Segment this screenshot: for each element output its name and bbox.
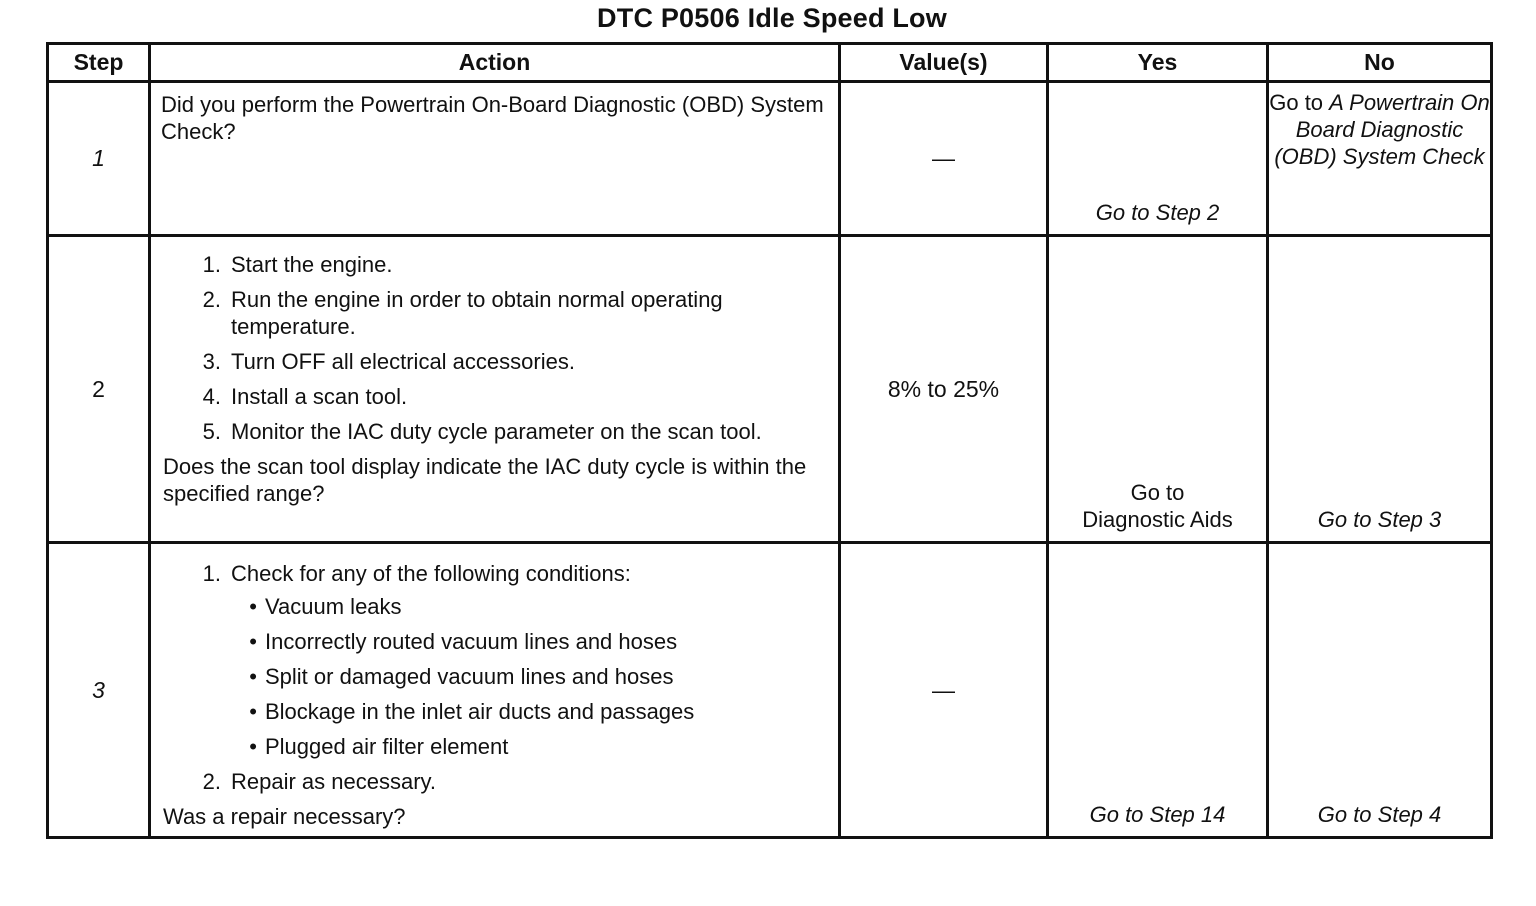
action-steps	[163, 560, 828, 795]
page-title: DTC P0506 Idle Speed Low	[597, 3, 947, 33]
table-row	[48, 82, 1492, 236]
table-row	[48, 543, 1492, 838]
table-row	[48, 236, 1492, 543]
condition-list	[163, 593, 828, 760]
list-item: • Split or damaged vacuum lines and hoses	[249, 664, 674, 689]
list-item: 2. Run the engine in order to obtain normal operating temperature.	[202, 287, 723, 339]
yes-cell	[1048, 236, 1268, 543]
header-row	[48, 44, 1492, 82]
action-cell	[150, 236, 840, 543]
no-link[interactable]: Go to Step 4	[1268, 543, 1492, 838]
action-question: Was a repair necessary?	[163, 804, 406, 829]
value-cell: 8% to 25%	[840, 236, 1048, 543]
list-item: 1. Start the engine.	[202, 252, 393, 277]
list-item: 5. Monitor the IAC duty cycle parameter on the scan tool.	[202, 419, 762, 444]
step-number: 2	[48, 236, 150, 543]
yes-link[interactable]: Go to Step 2	[1048, 82, 1268, 236]
value-cell: —	[840, 543, 1048, 838]
list-item: • Blockage in the inlet air ducts and passages	[249, 699, 695, 724]
step-number: 3	[48, 543, 150, 838]
yes-link[interactable]: Diagnostic Aids	[1082, 507, 1233, 532]
yes-link[interactable]: Go to Step 14	[1048, 543, 1268, 838]
header-step: Step	[48, 44, 150, 82]
step-number: 1	[48, 82, 150, 236]
no-prefix: Go to	[1269, 90, 1324, 115]
list-item: 2. Repair as necessary.	[202, 769, 437, 794]
list-item: • Plugged air filter element	[249, 734, 509, 759]
diagnostic-table	[46, 42, 1493, 839]
list-item: 1. Check for any of the following conditions: • Vacuum leaks • Incorrectly routed vacuum lines and hoses • Split or damaged vacuum lines and hoses • Blockage in the inlet air ducts and passages • Plugged air filter element	[163, 560, 828, 760]
action-cell	[150, 543, 840, 838]
list-item: 4. Install a scan tool.	[202, 384, 408, 409]
header-action: Action	[150, 44, 840, 82]
header-values: Value(s)	[840, 44, 1048, 82]
no-link[interactable]: A Powertrain On Board Diagnostic (OBD) System Check	[1274, 90, 1490, 169]
value-cell: —	[840, 82, 1048, 236]
action-cell	[150, 82, 840, 236]
list-item: • Vacuum leaks	[249, 594, 402, 619]
header-yes: Yes	[1048, 44, 1268, 82]
no-cell	[1268, 82, 1492, 236]
no-link[interactable]: Go to Step 3	[1268, 236, 1492, 543]
action-question: Does the scan tool display indicate the IAC duty cycle is within the specified range?	[163, 454, 807, 506]
list-item: • Incorrectly routed vacuum lines and hoses	[249, 629, 678, 654]
action-question: Did you perform the Powertrain On-Board Diagnostic (OBD) System Check?	[161, 92, 824, 144]
header-no: No	[1268, 44, 1492, 82]
yes-prefix: Go to	[1130, 480, 1185, 505]
list-item: 3. Turn OFF all electrical accessories.	[202, 349, 575, 374]
action-steps	[163, 251, 828, 445]
